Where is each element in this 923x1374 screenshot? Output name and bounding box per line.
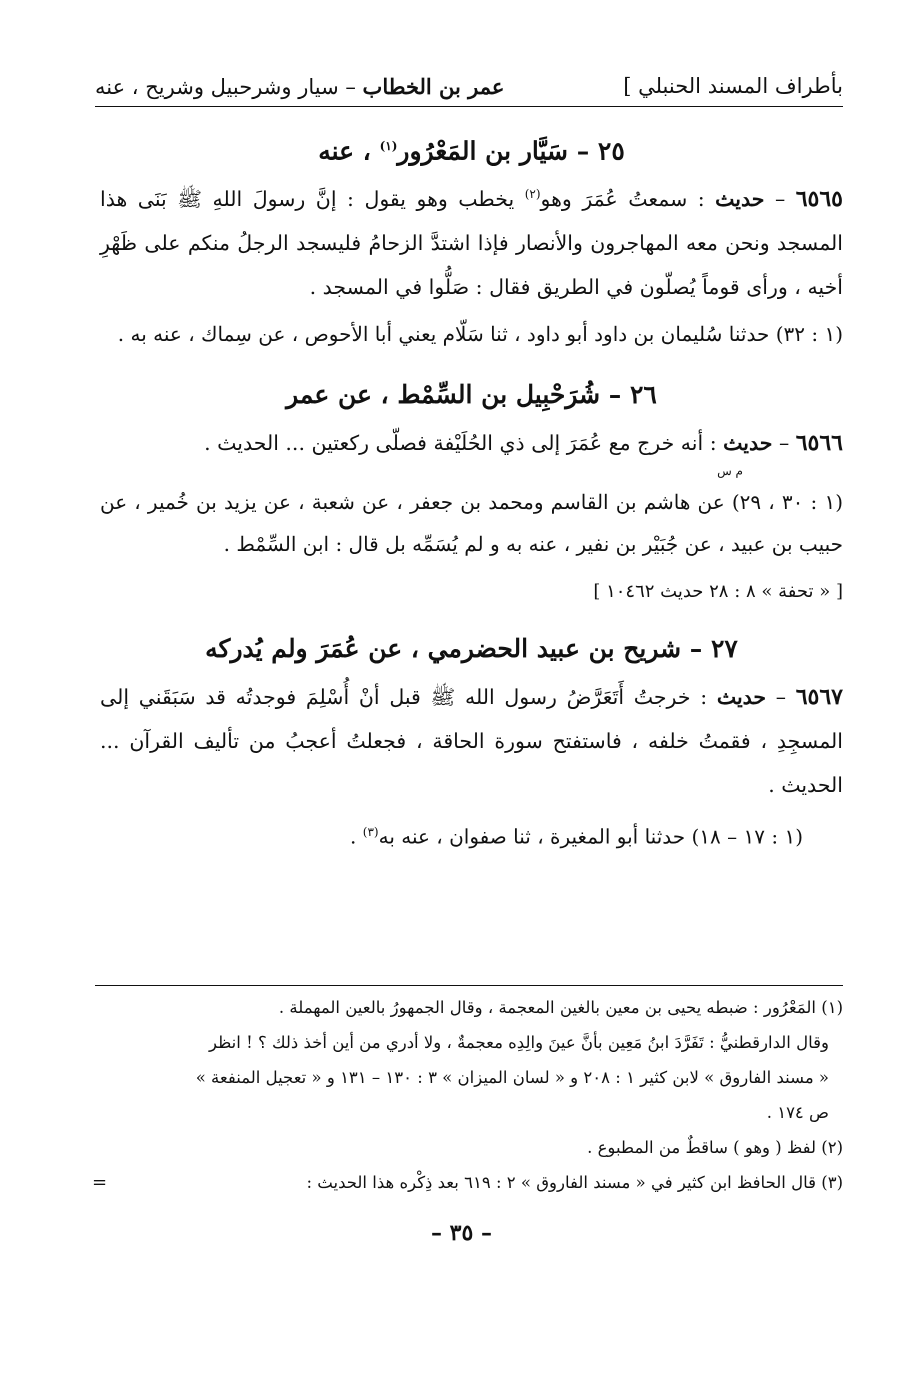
footnote-3: (٣) قال الحافظ ابن كثير في « مسند الفاروق » ٢ : ٦١٩ بعد ذِكْره هذا الحديث : [306, 1173, 843, 1192]
main-text [100, 120, 843, 857]
section-title-27: ٢٧ – شريح بن عبيد الحضرمي ، عن عُمَرَ ولم يُدركه [205, 633, 738, 663]
footnote-1-line-4: ص ١٧٤ . [766, 1103, 829, 1122]
source-mark: م س [717, 463, 743, 478]
hadith-keyword: حديث [723, 430, 773, 455]
hadith-keyword: حديث [715, 186, 765, 211]
hadith-number: ٦٥٦٧ [795, 683, 843, 710]
header-section-title [95, 74, 504, 99]
footnote-ref-2: (٢) [524, 187, 541, 201]
header-section-bold: عمر بن الخطاب [362, 73, 505, 99]
hadith-6566: ٦٥٦٦ – حديث : أنه خرج مع عُمَرَ إلى ذي الحُلَيْفة فصلّى ركعتين ... الحديث . [204, 429, 843, 456]
footnotes [95, 990, 843, 1200]
hadith-keyword: حديث [716, 684, 767, 709]
isnad-6565: (١ : ٣٢) حدثنا سُليمان بن داود أبو داود ، ثنا سَلّام يعني أبا الأحوص ، عن سِماك ، عنه به . [117, 321, 843, 346]
footnote-1-line-1: (١) المَعْرُور : ضبطه يحيى بن معين بالغين المعجمة ، وقال الجمهورُ بالعين المهملة . [278, 998, 843, 1017]
tuhfa-reference: [ « تحفة » ٨ : ٢٨ حديث ١٠٤٦٢ ] [593, 580, 843, 602]
section-title-25: ٢٥ – سَيَّار بن المَعْرُور$^{(١)}$ ، عنه [318, 136, 625, 166]
footnote-2: (٢) لفظ ( وهو ) ساقطٌ من المطبوع . [587, 1138, 843, 1157]
continuation-mark: = [92, 1172, 108, 1193]
footnote-1-line-2: وقال الدارقطنيُّ : تَفَرَّدَ ابنُ مَعِين بأنَّ عينَ والِدِه معجمةٌ ، ولا أدري من أين أخذ ذلك ؟ ! انظر [209, 1033, 829, 1052]
running-header [95, 66, 843, 106]
footnote-ref-3: (٣) [362, 824, 379, 839]
hadith-6567: ٦٥٦٧ – حديث : خرجتُ أَتَعَرَّضُ رسول الله ﷺ قبل أنْ أُسْلِمَ فوجدتُه قد سَبَقَني إلى المسجِدِ ، فقمتُ خلفه ، فاستفتح سورة الحاقة ، فجعلتُ أعجبُ من تأليف القرآن ... الحديث . [100, 683, 843, 797]
isnad-6567: (١ : ١٧ – ١٨) حدثنا أبو المغيرة ، ثنا صفوان ، عنه به$^{(٣)}$ . [350, 824, 803, 849]
isnad-6566: (١ : ٣٠ ، ٢٩) عن هاشم بن القاسم ومحمد بن جعفر ، عن شعبة ، عن يزيد بن خُمير ، عن حبيب بن عبيد ، عن جُبَيْر بن نفير ، عنه به و لم يُسَمِّه بل قال : ابن السِّمْط . [100, 489, 844, 556]
page-number: – ٣٥ – [431, 1220, 492, 1246]
hadith-number: ٦٥٦٦ [795, 429, 843, 456]
hadith-number: ٦٥٦٥ [795, 185, 843, 212]
footnote-rule [95, 985, 843, 986]
hadith-6565: ٦٥٦٥ – حديث : سمعتُ عُمَرَ وهو$^{(٢)}$ يخطب وهو يقول : إنَّ رسولَ اللهِ ﷺ بَنَى هذا المسجد ونحن معه المهاجرون والأنصار فإذا اشتدَّ الزحامُ فليسجد الرجلُ منكم على ظَهْرِ أخيه ، ورأى قوماً يُصلّون في الطريق فقال : صَلُّوا في المسجد . [100, 185, 843, 299]
section-title-26: ٢٦ – شُرَحْبِيل بن السِّمْط ، عن عمر [286, 379, 657, 409]
footnote-ref-1: (١) [379, 139, 398, 153]
footnote-1-line-3: « مسند الفاروق » لابن كثير ١ : ٢٠٨ و « لسان الميزان » ٣ : ١٣٠ – ١٣١ و « تعجيل المنفعة » [195, 1068, 829, 1087]
header-rule [95, 106, 843, 107]
header-book-title: بأطراف المسند الحنبلي ] [623, 74, 843, 98]
header-section-rest: – سيار وشرحبيل وشريح ، عنه [95, 74, 356, 99]
